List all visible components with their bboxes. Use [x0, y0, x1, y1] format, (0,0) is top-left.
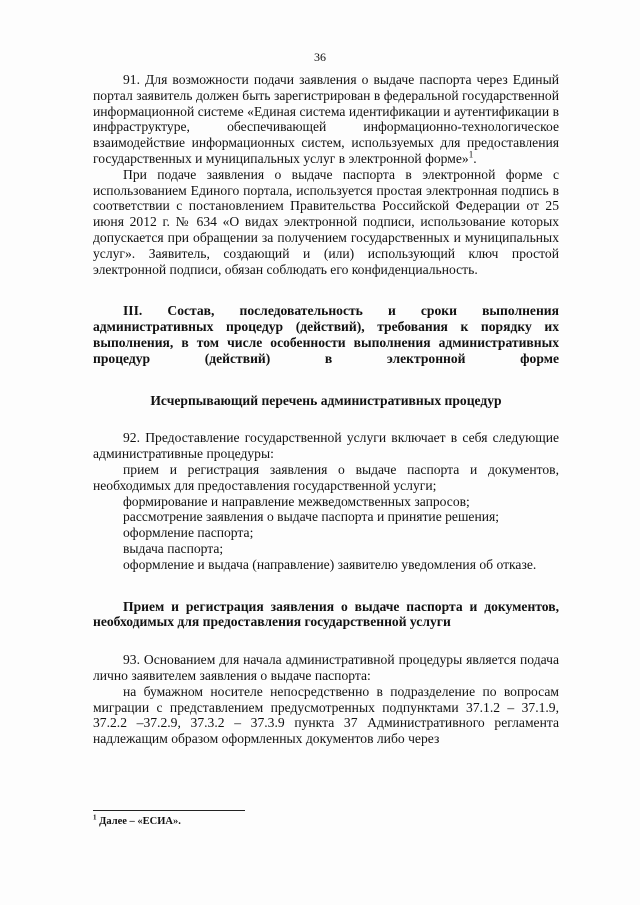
procedure-item: рассмотрение заявления о выдаче паспорта и принятие решения; — [123, 509, 500, 525]
paragraph-91-text: 91. Для возможности подачи заявления о выдаче паспорта через Единый портал заявитель должен быть зарегистрирован в федеральной государственной информационной системе «Единая система идентификации и аутентификации в инфраструктуре, обеспечивающей информационно-технологическое взаимодействие информационных систем, используемых для предоставления государственных и муниципальных услуг в электронной форме» — [93, 72, 559, 166]
paragraph-91-end: . — [473, 150, 477, 166]
footnote-text: Далее – «ЕСИА». — [96, 816, 181, 827]
section-iii-heading: III. Состав, последовательность и сроки выполнения административных процедур (действий), требования к порядку их выполнения, в том числе особенности выполнения административных процедур (действий) в электронной форме — [93, 303, 559, 366]
paragraph-91 — [93, 72, 559, 167]
footnote-mark: 1 — [93, 813, 97, 822]
reception-heading: Прием и регистрация заявления о выдаче паспорта и документов, необходимых для предоставления государственной услуги — [93, 598, 559, 630]
procedures-list-heading: Исчерпывающий перечень административных процедур — [150, 392, 502, 408]
procedure-item: формирование и направление межведомственных запросов; — [123, 493, 470, 509]
paragraph-93-paper: на бумажном носителе непосредственно в подразделение по вопросам миграции с представлением предусмотренных подпунктами 37.1.2 – 37.1.9, 37.2.2 –37.2.9, 37.3.2 – 37.3.9 пункта 37 Административного регламента надлежащим образом оформленных документов либо через — [93, 683, 559, 747]
footnote-divider — [93, 810, 245, 811]
procedure-item: выдача паспорта; — [123, 540, 224, 556]
procedure-item: оформление и выдача (направление) заявителю уведомления об отказе. — [123, 556, 537, 572]
procedure-item: прием и регистрация заявления о выдаче паспорта и документов, необходимых для предоставления государственной услуги; — [93, 461, 559, 493]
footnote — [93, 813, 181, 827]
paragraph-92: 92. Предоставление государственной услуги включает в себя следующие административные процедуры: — [93, 430, 559, 462]
page-number: 36 — [314, 50, 326, 64]
procedure-item: оформление паспорта; — [123, 525, 254, 541]
paragraph-91-signature: При подаче заявления о выдаче паспорта в электронной форме с использованием Единого портала, используется простая электронная подпись в соответствии с постановлением Правительства Российской Федерации от 25 июня 2012 г. № 634 «О видах электронной подписи, использование которых допускается при обращении за получением государственных и муниципальных услуг». Заявитель, создающий и (или) использующий ключ простой электронной подписи, обязан соблюдать его конфиденциальность. — [93, 166, 559, 277]
document-body — [93, 72, 559, 747]
paragraph-93: 93. Основанием для начала административной процедуры является подача лично заявителем заявления о выдаче паспорта: — [93, 652, 559, 683]
footnote-reference[interactable]: 1 — [468, 149, 474, 160]
